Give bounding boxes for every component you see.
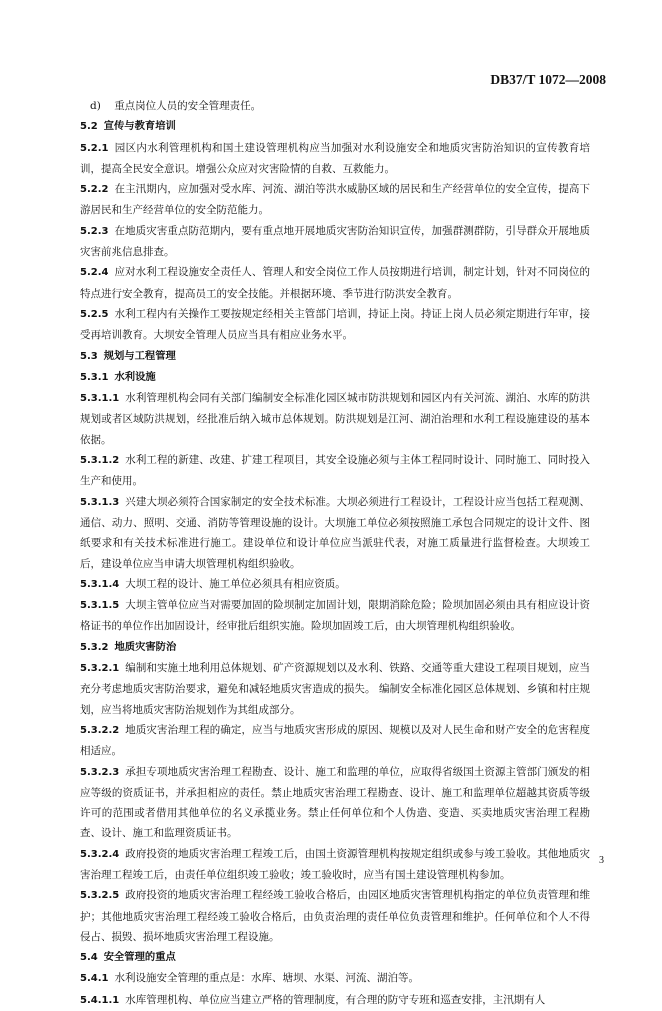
section-number: 5.4	[80, 952, 98, 964]
item-d	[80, 96, 590, 116]
clause-5-3-2-4	[80, 844, 590, 886]
clause-text: 大坝主管单位应当对需要加固的险坝制定加固计划，限期消除危险；险坝加固必须由具有相应设计资格证书的单位作出加固设计，经审批后组织实施。险坝加固竣工后，由大坝管理机构组织验收。	[80, 599, 590, 633]
clause-5-3-1-4	[80, 574, 590, 595]
clause-5-2-4	[80, 262, 590, 304]
section-number: 5.3	[80, 350, 98, 362]
clause-number: 5.2.1	[80, 142, 109, 154]
section-number: 5.3.2	[80, 641, 109, 653]
page-number: 3	[599, 855, 604, 866]
clause-number: 5.3.1.4	[80, 578, 120, 590]
clause-5-2-3	[80, 221, 590, 263]
standard-code: DB37/T 1072—2008	[490, 72, 606, 87]
clause-number: 5.3.2.2	[80, 724, 120, 736]
clause-5-2-2	[80, 179, 590, 221]
clause-5-3-2-3	[80, 762, 590, 844]
clause-number: 5.3.1.2	[80, 455, 120, 467]
clause-5-3-2-5	[80, 885, 590, 947]
clause-text: 兴建大坝必须符合国家制定的安全技术标准。大坝必须进行工程设计，工程设计应当包括工程观测、通信、动力、照明、交通、消防等管理设施的设计。大坝施工单位必须按照施工承包合同规定的设计文件、图纸要求和有关技术标准进行施工。建设单位和设计单位应当派驻代表，对施工质量进行监督检查。大坝竣工后，建设单位应当申请大坝管理机构组织验收。	[80, 495, 590, 570]
clause-number: 5.2.5	[80, 308, 109, 320]
clause-5-4-1	[80, 968, 590, 989]
clause-text: 水利工程的新建、改建、扩建工程项目，其安全设施必须与主体工程同时设计、同时施工、同时投入生产和使用。	[80, 454, 590, 488]
clause-text: 政府投资的地质灾害治理工程经竣工验收合格后，由园区地质灾害管理机构指定的单位负责管理和维护；其他地质灾害治理工程经竣工验收合格后，由负责治理的责任单位负责管理和维护。任何单位和个人不得侵占、损毁、损坏地质灾害治理工程设施。	[80, 889, 590, 943]
clause-number: 5.3.1.5	[80, 600, 120, 612]
clause-number: 5.4.1.1	[80, 994, 120, 1006]
clause-text: 水利管理机构会同有关部门编制安全标准化园区城市防洪规划和园区内有关河流、湖泊、水库的防洪规划或者区域防洪规划，经批准后纳入城市总体规划。防洪规划是江河、湖泊治理和水利工程设施建设的基本依据。	[80, 392, 590, 446]
clause-5-2-5	[80, 304, 590, 346]
clause-text: 应对水利工程设施安全责任人、管理人和安全岗位工作人员按期进行培训，制定计划，针对不同岗位的特点进行安全教育，提高员工的安全技能。并根据环境、季节进行防洪安全教育。	[80, 266, 590, 300]
section-heading-5-2	[80, 116, 590, 137]
clause-text: 承担专项地质灾害治理工程勘查、设计、施工和监理的单位，应取得省级国土资源主管部门颁发的相应等级的资质证书，并承担相应的责任。禁止地质灾害治理工程勘查、设计、施工和监理单位超越其资质等级许可的范围或者借用其他单位的名义承揽业务。禁止任何单位和个人伪造、变造、买卖地质灾害治理工程勘查、设计、施工和监理资质证书。	[80, 765, 590, 840]
clause-number: 5.3.1.1	[80, 393, 120, 405]
clause-5-2-1	[80, 138, 590, 180]
section-title: 水利设施	[114, 370, 156, 383]
section-heading-5-3	[80, 346, 590, 367]
clause-text: 地质灾害治理工程的确定，应当与地质灾害形成的原因、规模以及对人民生命和财产安全的危害程度相适应。	[80, 723, 590, 758]
section-number: 5.3.1	[80, 371, 109, 383]
clause-text: 水利设施安全管理的重点是：水库、塘坝、水渠、河流、湖泊等。	[114, 972, 419, 985]
section-title: 安全管理的重点	[103, 951, 176, 964]
section-heading-5-4	[80, 947, 590, 968]
section-title: 规划与工程管理	[103, 349, 176, 362]
clause-text: 在地质灾害重点防范期内，要有重点地开展地质灾害防治知识宣传，加强群测群防，引导群众开展地质灾害前兆信息排查。	[80, 224, 590, 259]
clause-text: 编制和实施土地利用总体规划、矿产资源规划以及水利、铁路、交通等重大建设工程项目规划，应当充分考虑地质灾害防治要求，避免和减轻地质灾害造成的损失。 编制安全标准化园区总体规划、乡镇和村庄规划，应当将地质灾害防治规划作为其组成部分。	[80, 662, 590, 716]
clause-5-3-2-2	[80, 720, 590, 762]
clause-text: 大坝工程的设计、施工单位必须具有相应资质。	[125, 577, 346, 590]
clause-number: 5.2.2	[80, 184, 109, 196]
item-number: d)	[90, 100, 101, 112]
item-text: 重点岗位人员的安全管理责任。	[114, 100, 262, 112]
clause-number: 5.3.2.5	[80, 890, 120, 902]
section-heading-5-3-2	[80, 637, 590, 658]
clause-number: 5.3.1.3	[80, 496, 120, 508]
clause-5-3-1-1	[80, 388, 590, 450]
clause-text: 水库管理机构、单位应当建立严格的管理制度，有合理的防守专班和巡查安排，主汛期有人	[125, 993, 546, 1006]
clause-number: 5.4.1	[80, 973, 109, 985]
clause-text: 园区内水利管理机构和国土建设管理机构应当加强对水利设施安全和地质灾害防治知识的宣传教育培训，提高全民安全意识。增强公众应对灾害险情的自救、互救能力。	[80, 141, 590, 175]
clause-5-3-1-5	[80, 595, 590, 637]
clause-5-3-1-2	[80, 450, 590, 492]
clause-5-3-2-1	[80, 658, 590, 720]
section-title: 地质灾害防治	[114, 640, 177, 653]
section-title: 宣传与教育培训	[103, 120, 176, 133]
section-heading-5-3-1	[80, 367, 590, 388]
clause-number: 5.2.3	[80, 225, 109, 237]
clause-number: 5.3.2.1	[80, 663, 120, 675]
clause-text: 水利工程内有关操作工要按规定经相关主管部门培训，持证上岗。持证上岗人员必须定期进行年审，接受再培训教育。大坝安全管理人员应当具有相应业务水平。	[80, 307, 590, 342]
clause-5-3-1-3	[80, 492, 590, 574]
document-body	[80, 96, 590, 1011]
clause-5-4-1-1	[80, 990, 590, 1011]
section-number: 5.2	[80, 121, 98, 133]
clause-text: 政府投资的地质灾害治理工程竣工后，由国土资源管理机构按规定组织或参与竣工验收。其他地质灾害治理工程竣工后，由责任单位组织竣工验收；竣工验收时，应当有国土建设管理机构参加。	[80, 847, 590, 881]
clause-text: 在主汛期内，应加强对受水库、河流、湖泊等洪水威胁区域的居民和生产经营单位的安全宣传，提高下游居民和生产经营单位的安全防范能力。	[80, 183, 590, 217]
clause-number: 5.2.4	[80, 267, 109, 279]
clause-number: 5.3.2.3	[80, 766, 120, 778]
clause-number: 5.3.2.4	[80, 848, 120, 860]
